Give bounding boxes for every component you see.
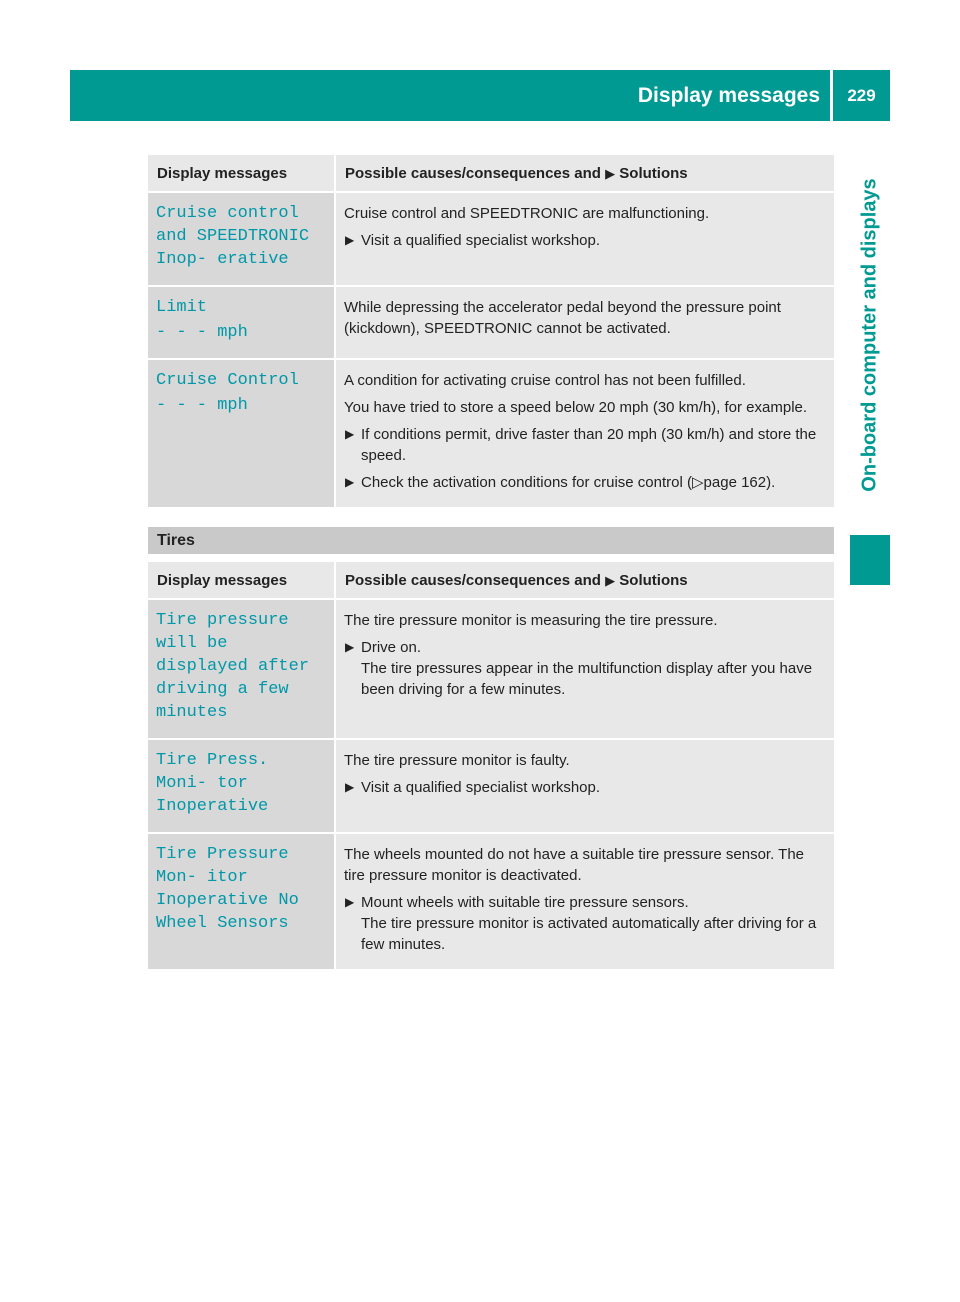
message-cell bbox=[148, 360, 336, 509]
solution-cell bbox=[336, 600, 834, 740]
solution-step: ▶ Drive on. The tire pressures appear in the multifunction display after you have been driving for a few minutes. bbox=[345, 639, 813, 698]
solution-cell bbox=[336, 360, 834, 509]
page-ref-icon: ▷ bbox=[692, 474, 704, 491]
display-message-value: - - - mph bbox=[156, 396, 248, 415]
table-row bbox=[148, 360, 834, 509]
message-cell bbox=[148, 740, 336, 834]
play-arrow-icon: ▶ bbox=[605, 166, 616, 181]
tire-messages-table bbox=[148, 562, 834, 971]
cause-text: A condition for activating cruise control has not been fulfilled. bbox=[344, 372, 746, 389]
step-detail: The tire pressures appear in the multifunction display after you have been driving for a few minutes. bbox=[361, 660, 813, 698]
solution-cell bbox=[336, 834, 834, 971]
solution-step: ▶ Check the activation conditions for cruise control (▷page 162). bbox=[345, 474, 776, 491]
table-row bbox=[148, 834, 834, 971]
cause-text: The tire pressure monitor is measuring the tire pressure. bbox=[344, 612, 718, 629]
display-message: Cruise Control bbox=[156, 371, 299, 390]
page-number: 229 bbox=[847, 86, 876, 105]
table-row bbox=[148, 740, 834, 834]
table-row bbox=[148, 600, 834, 740]
message-cell bbox=[148, 287, 336, 360]
column-header: Display messages bbox=[148, 155, 336, 193]
table-header-row bbox=[148, 155, 834, 193]
step-detail: The tire pressure monitor is activated automatically after driving for a few minutes. bbox=[361, 915, 817, 953]
column-header: Possible causes/consequences and ▶ Solutions bbox=[336, 155, 834, 193]
page-header bbox=[70, 70, 890, 121]
table-header-row bbox=[148, 562, 834, 600]
step-arrow-icon: ▶ bbox=[345, 640, 355, 654]
page-reference[interactable]: page 162 bbox=[703, 474, 767, 491]
display-message-value: - - - mph bbox=[156, 323, 248, 342]
message-cell bbox=[148, 834, 336, 971]
display-message: Tire Pressure Mon‐ itor Inoperative No Wheel Sensors bbox=[156, 845, 299, 933]
cruise-messages-table bbox=[148, 155, 834, 509]
step-arrow-icon: ▶ bbox=[345, 233, 355, 247]
message-cell bbox=[148, 600, 336, 740]
cause-text: You have tried to store a speed below 20 mph (30 km/h), for example. bbox=[344, 399, 808, 416]
table-row bbox=[148, 193, 834, 287]
solution-step: ▶ Visit a qualified specialist workshop. bbox=[345, 232, 601, 249]
cause-text: Cruise control and SPEEDTRONIC are malfunctioning. bbox=[344, 205, 710, 222]
header-title: Display messages bbox=[637, 84, 820, 107]
solution-cell bbox=[336, 193, 834, 287]
solution-step: ▶ Mount wheels with suitable tire pressure sensors. The tire pressure monitor is activated automatically after driving for a few minutes. bbox=[345, 894, 817, 953]
solution-cell bbox=[336, 287, 834, 360]
side-tab-marker bbox=[850, 535, 890, 585]
column-header: Display messages bbox=[148, 562, 336, 600]
solution-step: ▶ Visit a qualified specialist workshop. bbox=[345, 779, 601, 796]
solution-cell bbox=[336, 740, 834, 834]
play-arrow-icon: ▶ bbox=[605, 573, 616, 588]
step-arrow-icon: ▶ bbox=[345, 895, 355, 909]
display-message: Tire pressure will be displayed after driving a few minutes bbox=[156, 611, 310, 722]
message-cell bbox=[148, 193, 336, 287]
step-arrow-icon: ▶ bbox=[345, 475, 355, 489]
cause-text: The wheels mounted do not have a suitable tire pressure sensor. The tire pressure monitor is deactivated. bbox=[344, 846, 804, 884]
cause-text: While depressing the accelerator pedal beyond the pressure point (kickdown), SPEEDTRONIC cannot be activated. bbox=[344, 299, 781, 337]
cause-text: The tire pressure monitor is faulty. bbox=[344, 752, 570, 769]
column-header: Possible causes/consequences and ▶ Solutions bbox=[336, 562, 834, 600]
side-tab bbox=[850, 140, 890, 530]
side-tab-label: On-board computer and displays bbox=[858, 178, 881, 492]
step-arrow-icon: ▶ bbox=[345, 427, 355, 441]
step-arrow-icon: ▶ bbox=[345, 780, 355, 794]
display-message: Cruise control and SPEEDTRONIC Inop‐ erative bbox=[156, 204, 310, 269]
display-message: Limit bbox=[156, 298, 208, 317]
table-row bbox=[148, 287, 834, 360]
section-heading-tires: Tires bbox=[148, 527, 834, 554]
display-message: Tire Press. Moni‐ tor Inoperative bbox=[156, 751, 269, 816]
solution-step: ▶ If conditions permit, drive faster than 20 mph (30 km/h) and store the speed. bbox=[345, 426, 817, 464]
